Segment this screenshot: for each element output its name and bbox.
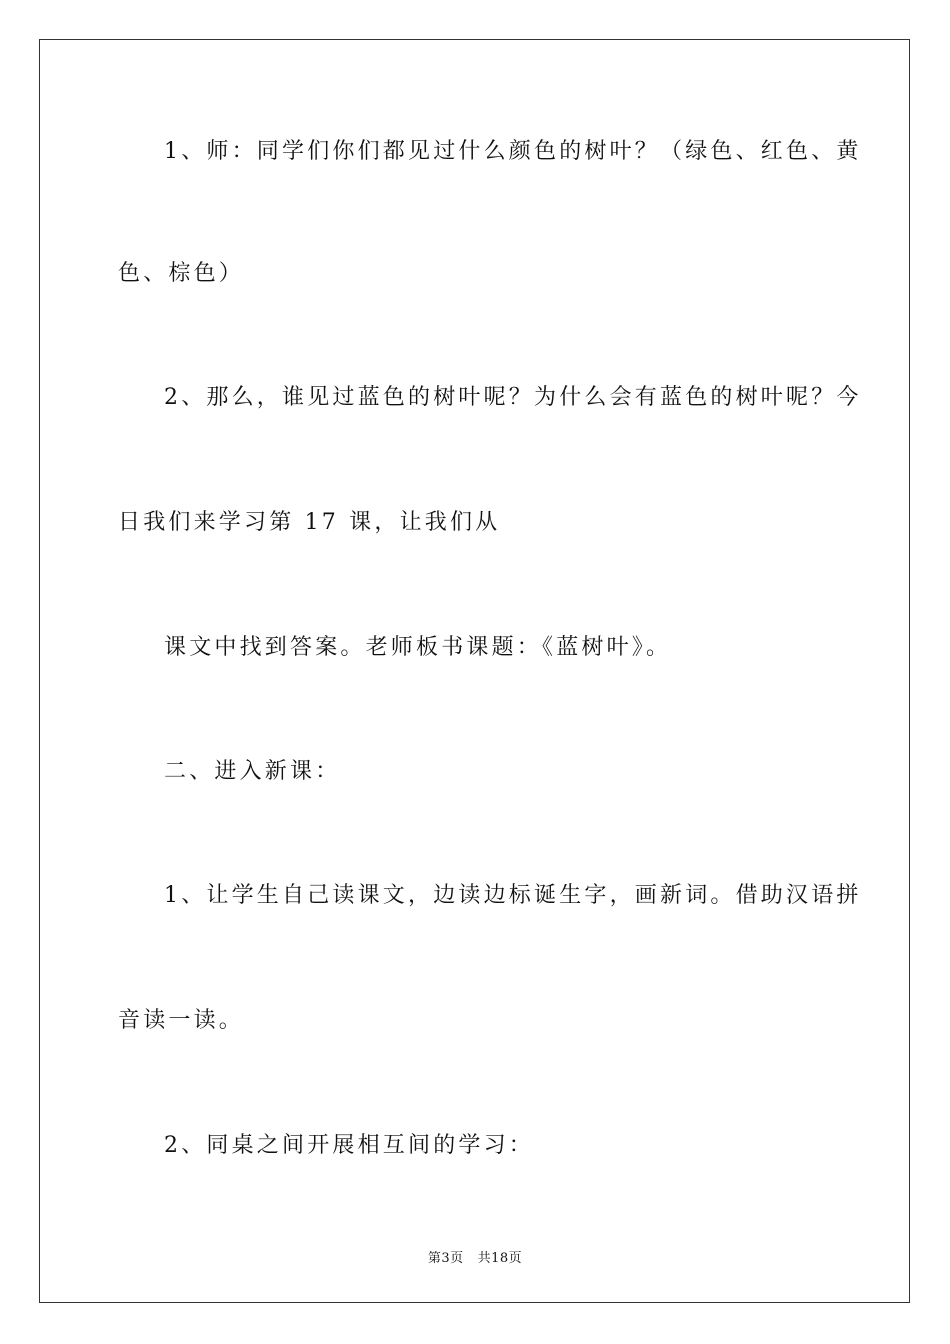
- page-number: 第3页: [427, 1251, 464, 1266]
- page-border: [39, 39, 910, 1303]
- paragraph-line-8: 2、同桌之间开展相互间的学习：: [164, 1133, 534, 1158]
- paragraph-line-4: 日我们来学习第 17 课，让我们从: [118, 510, 501, 535]
- paragraph-line-2: 色、棕色）: [118, 261, 245, 286]
- paragraph-line-3: 2、那么，谁见过蓝色的树叶呢？为什么会有蓝色的树叶呢？今: [164, 385, 862, 410]
- section-heading: 二、进入新课：: [164, 759, 341, 784]
- paragraph-line-7: 音读一读。: [118, 1008, 245, 1033]
- page-total: 共18页: [477, 1251, 523, 1266]
- paragraph-line-1: 1、师：同学们你们都见过什么颜色的树叶？（绿色、红色、黄: [164, 139, 862, 164]
- page-footer: [0, 1247, 950, 1266]
- paragraph-line-6: 1、让学生自己读课文，边读边标诞生字，画新词。借助汉语拼: [164, 883, 862, 908]
- paragraph-line-5: 课文中找到答案。老师板书课题：《蓝树叶》。: [164, 635, 672, 660]
